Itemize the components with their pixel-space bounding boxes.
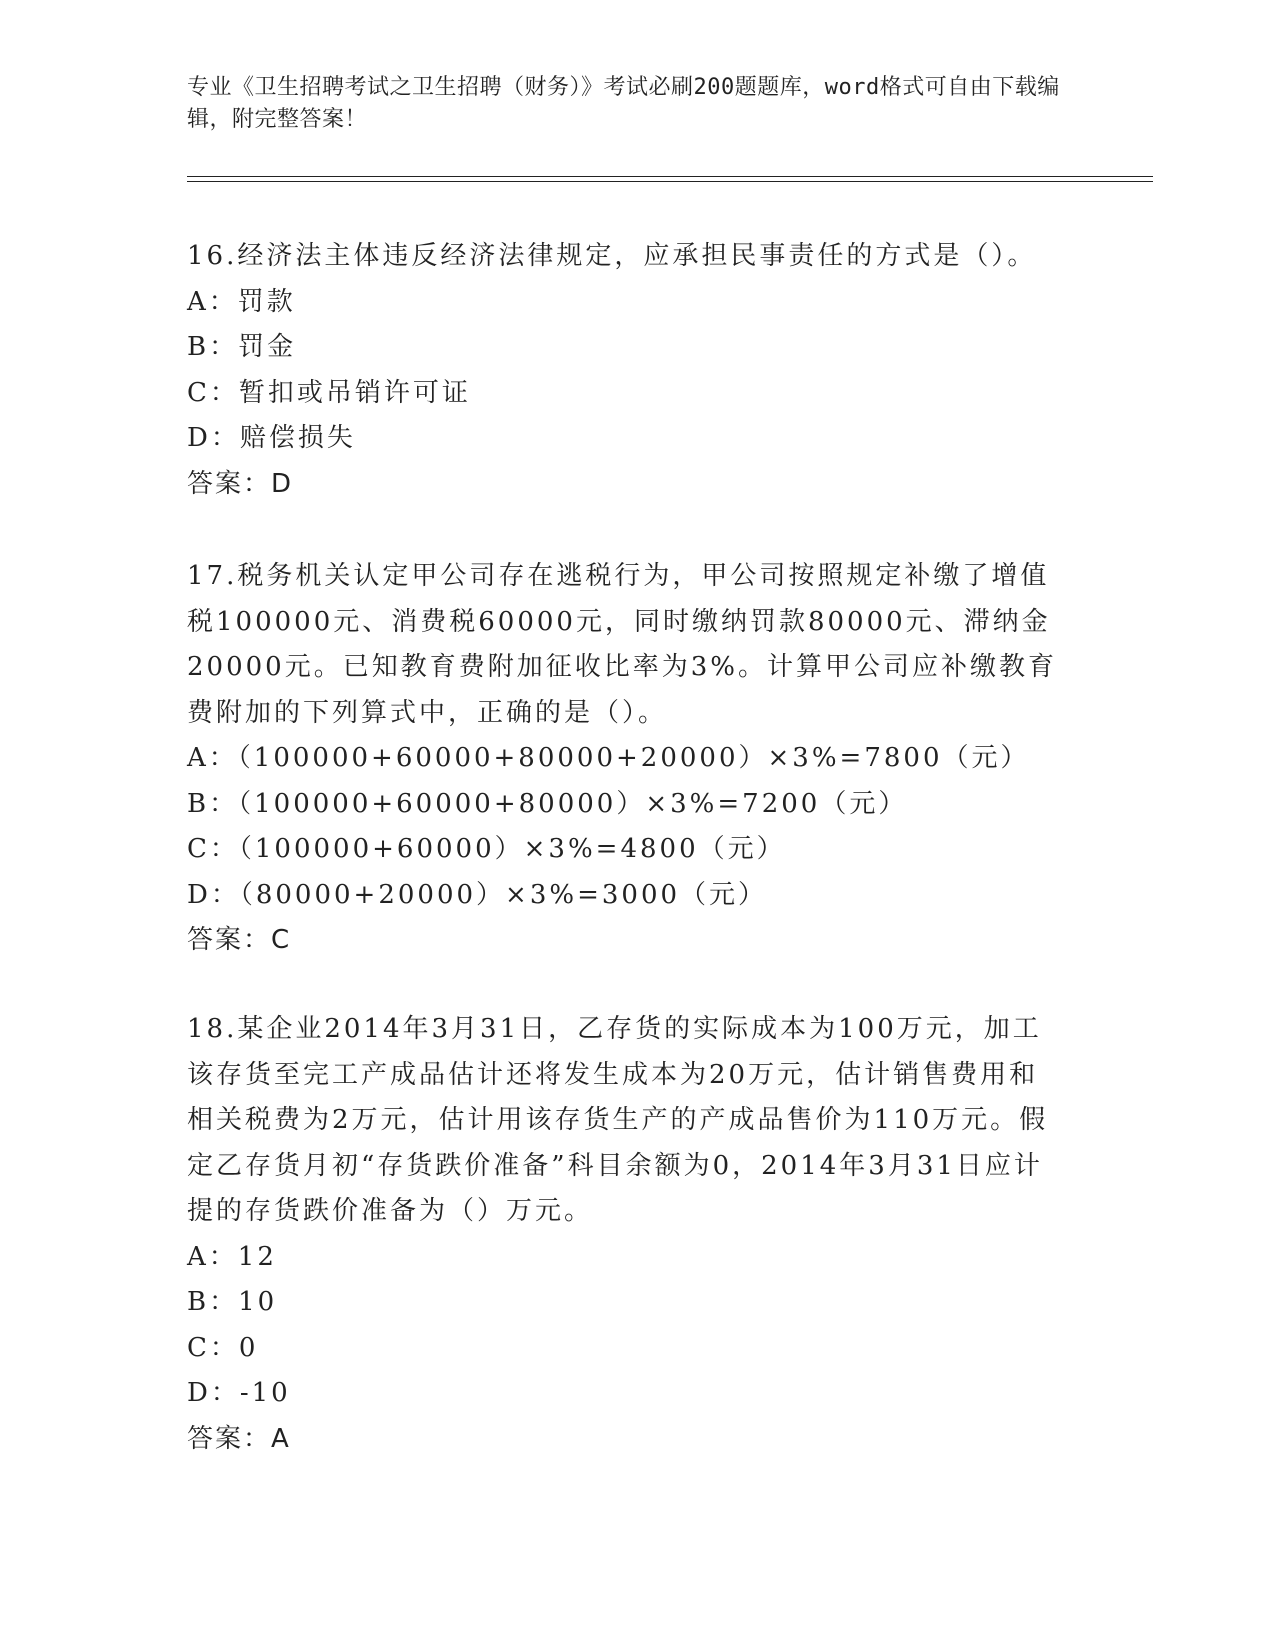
question-stem: 16.经济法主体违反经济法律规定，应承担民事责任的方式是（）。 [187, 241, 1037, 271]
answer-line: 答案：C [187, 925, 292, 955]
option-a: A：罚款 [187, 286, 296, 317]
question-stem: 17.税务机关认定甲公司存在逃税行为，甲公司按照规定补缴了增值税100000元、消费税60000元，同时缴纳罚款80000元、滞纳金20000元。已知教育费附加征收比率为3%。计算甲公司应补缴教育费附加的下列算式中，正确的是（）。 [187, 561, 1057, 728]
header-divider-bottom [187, 181, 1153, 182]
option-b: B：罚金 [187, 332, 297, 362]
option-a: A：12 [187, 1241, 277, 1272]
question-16 [187, 234, 1077, 507]
answer-line: 答案：A [187, 1423, 291, 1454]
option-d: D：（80000+20000）×3%=3000（元） [187, 879, 768, 910]
option-b: B：10 [187, 1287, 278, 1317]
option-a: A：（100000+60000+80000+20000）×3%=7800（元） [187, 743, 1030, 773]
option-c: C：暂扣或吊销许可证 [187, 377, 471, 408]
option-d: D：赔偿损失 [187, 423, 356, 453]
option-c: C：（100000+60000）×3%=4800（元） [187, 834, 786, 864]
question-stem: 18.某企业2014年3月31日，乙存货的实际成本为100万元，加工该存货至完工产成品估计还将发生成本为20万元，估计销售费用和相关税费为2万元，估计用该存货生产的产成品售价为110万元。假定乙存货月初“存货跌价准备”科目余额为0，2014年3月31日应计提的存货跌价准备为（）万元。 [187, 1014, 1049, 1226]
header-divider-top [187, 176, 1153, 177]
option-d: D：-10 [187, 1378, 291, 1408]
document-header: 专业《卫生招聘考试之卫生招聘（财务）》考试必刷200题题库，word格式可自由下载编辑，附完整答案！ [187, 75, 1060, 132]
answer-line: 答案：D [187, 468, 294, 499]
question-17 [187, 554, 1077, 964]
option-b: B：（100000+60000+80000）×3%=7200（元） [187, 788, 908, 819]
option-c: C：0 [187, 1332, 259, 1363]
question-18 [187, 1007, 1077, 1462]
